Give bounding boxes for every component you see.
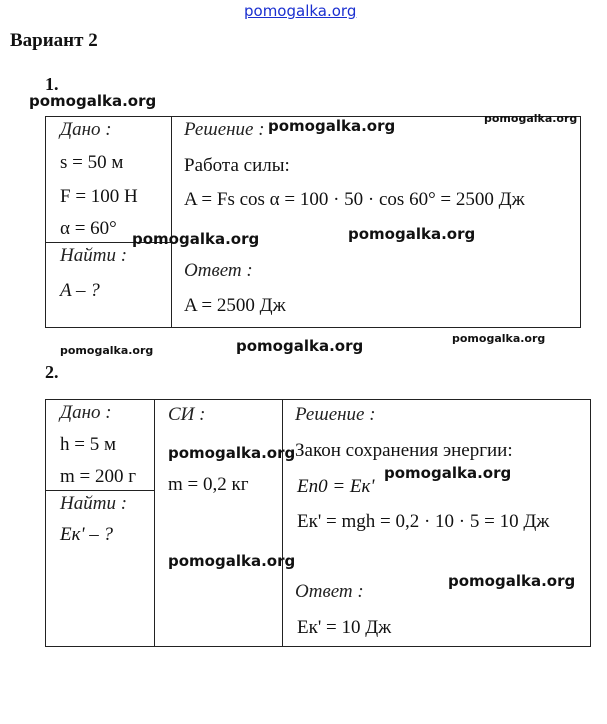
p2-given-height: h = 5 м bbox=[60, 434, 116, 455]
p1-find-label: Найти : bbox=[60, 245, 128, 266]
p1-given-angle: α = 60° bbox=[60, 218, 117, 239]
top-watermark[interactable]: pomogalka.org bbox=[244, 2, 357, 20]
p1-answer-label: Ответ : bbox=[184, 260, 253, 281]
watermark: pomogalka.org bbox=[348, 225, 476, 243]
p1-given-force: F = 100 Н bbox=[60, 186, 138, 207]
p2-si-value: m = 0,2 кг bbox=[168, 474, 249, 495]
watermark: pomogalka.org bbox=[168, 444, 296, 462]
p1-given-label: Дано : bbox=[60, 119, 112, 140]
p2-find-label: Найти : bbox=[60, 493, 128, 514]
problem-1-number: 1. bbox=[45, 74, 59, 94]
watermark: pomogalka.org bbox=[60, 344, 154, 357]
watermark: pomogalka.org bbox=[168, 552, 296, 570]
variant-title: Вариант 2 bbox=[10, 30, 98, 51]
p2-find-value: Eк' – ? bbox=[60, 524, 114, 545]
watermark: pomogalka.org bbox=[452, 332, 546, 345]
p2-answer: Eк' = 10 Дж bbox=[297, 617, 392, 638]
p2-formula-1: Eп0 = Eк' bbox=[297, 476, 375, 497]
watermark: pomogalka.org bbox=[448, 572, 576, 590]
watermark: pomogalka.org bbox=[132, 230, 260, 248]
p2-solution-text: Закон сохранения энергии: bbox=[295, 440, 513, 461]
p2-given-label: Дано : bbox=[60, 402, 112, 423]
watermark: pomogalka.org bbox=[384, 464, 512, 482]
p2-solution-label: Решение : bbox=[295, 404, 376, 425]
p1-solution-text: Работа силы: bbox=[184, 155, 290, 176]
p1-find-value: A – ? bbox=[60, 280, 100, 301]
p1-answer: A = 2500 Дж bbox=[184, 295, 286, 316]
watermark: pomogalka.org bbox=[484, 112, 578, 125]
p2-given-mass: m = 200 г bbox=[60, 466, 137, 487]
p1-given-distance: s = 50 м bbox=[60, 152, 124, 173]
p2-answer-label: Ответ : bbox=[295, 581, 364, 602]
p1-solution-label: Решение : bbox=[184, 119, 265, 140]
problem-2-number: 2. bbox=[45, 362, 59, 382]
p2-si-label: СИ : bbox=[168, 404, 206, 425]
watermark: pomogalka.org bbox=[29, 92, 157, 110]
watermark: pomogalka.org bbox=[236, 337, 364, 355]
watermark: pomogalka.org bbox=[268, 117, 396, 135]
p2-formula-2: Eк' = mgh = 0,2 · 10 · 5 = 10 Дж bbox=[297, 511, 550, 532]
p1-formula: A = Fs cos α = 100 · 50 · cos 60° = 2500 Дж bbox=[184, 189, 525, 210]
